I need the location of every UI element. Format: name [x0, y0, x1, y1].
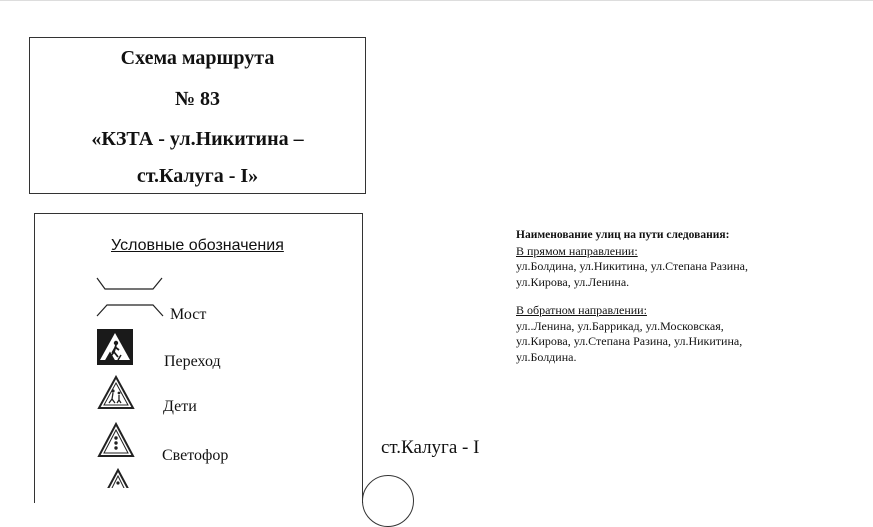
- route-title-line4: ст.Калуга - I»: [136, 165, 259, 187]
- legend-title: Условные обозначения: [111, 237, 284, 254]
- pedestrian-crossing-icon: [97, 329, 133, 370]
- reverse-direction-label: В обратном направлении:: [516, 303, 647, 317]
- reverse-streets-line2: ул.Кирова, ул.Степана Разина, ул.Никитина,: [516, 334, 743, 348]
- route-title-line3: «КЗТА - ул.Никитина –: [91, 128, 304, 150]
- route-title-line1: Схема маршрута: [120, 47, 275, 69]
- legend-label-children: Дети: [163, 398, 197, 415]
- reverse-streets-line1: ул..Ленина, ул.Баррикад, ул.Московская,: [516, 318, 724, 333]
- reverse-streets-line3: ул.Болдина.: [516, 349, 577, 364]
- children-warning-icon: [97, 375, 135, 416]
- station-label: ст.Калуга - I: [381, 437, 480, 458]
- warning-sign-icon: [101, 468, 135, 493]
- traffic-light-warning-icon: [97, 422, 135, 465]
- route-number: № 83: [174, 88, 221, 110]
- legend-label-bridge: Мост: [170, 306, 207, 323]
- legend-box: [34, 213, 363, 503]
- streets-list: [516, 228, 846, 365]
- forward-streets-line2: ул.Кирова, ул.Ленина.: [516, 274, 630, 289]
- legend-label-crossing: Переход: [164, 353, 221, 370]
- route-stop-circle: [362, 475, 414, 527]
- bridge-icon: [95, 277, 165, 326]
- streets-heading: Наименование улиц на пути следования:: [516, 229, 730, 241]
- legend-label-traffic-light: Светофор: [162, 447, 229, 464]
- forward-streets-line1: ул.Болдина, ул.Никитина, ул.Степана Разина,: [516, 259, 748, 273]
- route-title-box: [29, 37, 366, 194]
- page-top-border: [0, 0, 873, 1]
- forward-direction-label: В прямом направлении:: [516, 243, 638, 258]
